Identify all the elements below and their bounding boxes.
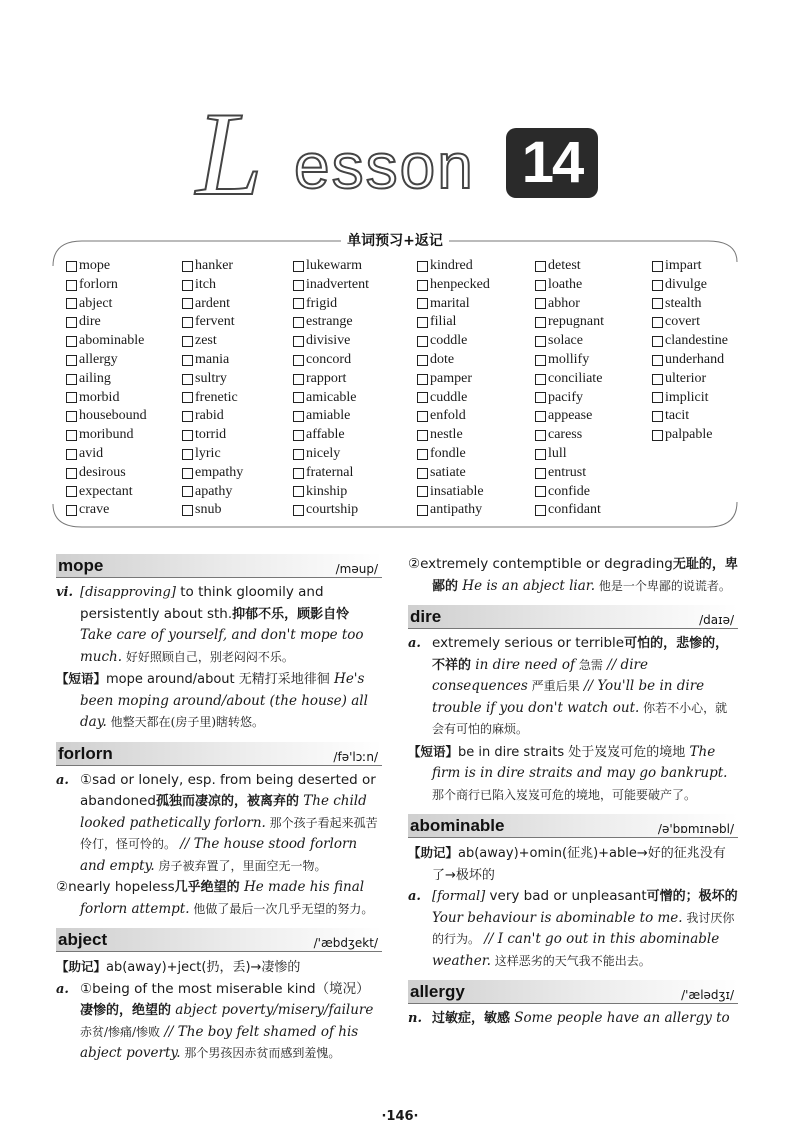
word-text: fervent <box>195 314 235 330</box>
entry-header <box>408 814 738 838</box>
word-text: lukewarm <box>306 258 362 273</box>
checkbox-icon <box>66 486 77 497</box>
word-item <box>293 464 417 483</box>
checkbox-icon <box>293 468 304 479</box>
word-item <box>417 295 535 314</box>
checkbox-icon <box>535 374 546 385</box>
word-text: mope <box>79 258 111 273</box>
word-item <box>535 332 652 351</box>
checkbox-icon <box>535 317 546 328</box>
checkbox-icon <box>293 505 304 516</box>
word-item <box>182 370 293 389</box>
word-text: kinship <box>306 483 348 499</box>
lesson-number-badge: 14 <box>506 128 598 198</box>
entry-mope <box>56 554 382 734</box>
word-column-6 <box>652 257 752 520</box>
checkbox-icon <box>417 298 428 309</box>
word-text: entrust <box>548 464 587 480</box>
headword: abominable <box>410 816 505 835</box>
box-caption: 单词预习+返记 <box>52 230 738 250</box>
checkbox-icon <box>66 261 77 272</box>
word-item <box>652 257 752 276</box>
word-text: covert <box>665 314 700 330</box>
checkbox-icon <box>417 468 428 479</box>
checkbox-icon <box>652 355 663 366</box>
word-text: kindred <box>430 258 473 273</box>
word-text: inadvertent <box>306 276 369 292</box>
entry-header <box>56 742 382 766</box>
checkbox-icon <box>182 355 193 366</box>
checkbox-icon <box>293 355 304 366</box>
word-item <box>293 445 417 464</box>
word-item <box>66 426 182 445</box>
word-text: coddle <box>430 333 468 349</box>
word-text: crave <box>79 502 110 518</box>
word-item <box>182 445 293 464</box>
word-item <box>293 313 417 332</box>
word-text: pamper <box>430 370 472 386</box>
word-item <box>182 332 293 351</box>
word-item <box>293 257 417 276</box>
checkbox-icon <box>66 392 77 403</box>
checkbox-icon <box>417 355 428 366</box>
checkbox-icon <box>293 486 304 497</box>
word-item <box>293 407 417 426</box>
word-text: torrid <box>195 427 227 443</box>
headword: dire <box>410 607 442 626</box>
headword: mope <box>58 556 104 575</box>
word-item <box>535 389 652 408</box>
definition: a. ①being of the most miserable kind（境况）凄惨的，绝望的 abject poverty/misery/failure 赤贫/惨痛/惨败 // The boy felt shamed of his abject poverty. 那个男孩因赤贫而感到羞愧。 <box>56 980 374 1061</box>
checkbox-icon <box>182 486 193 497</box>
word-text: dote <box>430 351 455 367</box>
checkbox-icon <box>417 374 428 385</box>
checkbox-icon <box>293 449 304 460</box>
word-item <box>417 351 535 370</box>
word-column-4 <box>417 257 535 520</box>
word-item <box>535 370 652 389</box>
checkbox-icon <box>535 280 546 291</box>
checkbox-icon <box>417 430 428 441</box>
word-item <box>652 332 752 351</box>
word-item <box>652 295 752 314</box>
checkbox-icon <box>535 411 546 422</box>
word-item <box>293 370 417 389</box>
checkbox-icon <box>66 430 77 441</box>
checkbox-icon <box>535 468 546 479</box>
checkbox-icon <box>293 374 304 385</box>
phonetic: /daɪə/ <box>699 613 734 627</box>
checkbox-icon <box>417 317 428 328</box>
checkbox-icon <box>182 505 193 516</box>
word-item <box>293 351 417 370</box>
word-text: lyric <box>195 445 221 461</box>
word-item <box>652 351 752 370</box>
word-item <box>182 276 293 295</box>
word-text: itch <box>195 276 216 292</box>
checkbox-icon <box>417 449 428 460</box>
checkbox-icon <box>652 298 663 309</box>
word-text: ulterior <box>665 370 707 386</box>
word-text: abhor <box>548 295 580 311</box>
word-text: confide <box>548 483 590 499</box>
word-item <box>417 370 535 389</box>
word-text: zest <box>195 333 217 349</box>
word-text: housebound <box>79 408 147 424</box>
checkbox-icon <box>417 411 428 422</box>
checkbox-icon <box>182 430 193 441</box>
word-text: filial <box>430 314 457 330</box>
checkbox-icon <box>182 298 193 309</box>
word-item <box>182 295 293 314</box>
word-text: snub <box>195 502 222 518</box>
word-text: pacify <box>548 389 583 405</box>
checkbox-icon <box>66 374 77 385</box>
checkbox-icon <box>293 430 304 441</box>
checkbox-icon <box>182 280 193 291</box>
word-item <box>535 351 652 370</box>
word-item <box>652 276 752 295</box>
word-item <box>182 464 293 483</box>
word-preview-box <box>52 233 738 528</box>
word-text: mollify <box>548 351 590 367</box>
checkbox-icon <box>66 317 77 328</box>
word-text: impart <box>665 258 702 273</box>
word-text: amiable <box>306 408 351 424</box>
word-item <box>66 332 182 351</box>
checkbox-icon <box>535 261 546 272</box>
word-item <box>182 426 293 445</box>
word-text: courtship <box>306 502 359 518</box>
definition-2: ②nearly hopeless几乎绝望的 He made his final forlorn attempt. 他做了最后一次几乎无望的努力。 <box>56 879 374 917</box>
word-text: fondle <box>430 445 466 461</box>
word-item <box>293 276 417 295</box>
checkbox-icon <box>535 505 546 516</box>
entry-header <box>56 554 382 578</box>
word-text: appease <box>548 408 593 424</box>
definition-2: ②extremely contemptible or degrading无耻的，卑鄙的 He is an abject liar. 他是一个卑鄙的说谎者。 <box>408 556 738 594</box>
word-item <box>417 407 535 426</box>
checkbox-icon <box>182 411 193 422</box>
checkbox-icon <box>66 336 77 347</box>
word-item <box>66 445 182 464</box>
word-item <box>66 313 182 332</box>
word-text: nestle <box>430 427 463 443</box>
word-text: mania <box>195 351 230 367</box>
word-item <box>293 295 417 314</box>
word-item <box>535 445 652 464</box>
word-item <box>417 332 535 351</box>
checkbox-icon <box>293 298 304 309</box>
word-text: dire <box>79 314 101 330</box>
word-text: moribund <box>79 427 134 443</box>
word-text: avid <box>79 445 104 461</box>
word-text: frenetic <box>195 389 238 405</box>
word-item <box>182 501 293 520</box>
checkbox-icon <box>652 392 663 403</box>
word-item <box>293 426 417 445</box>
word-item <box>535 464 652 483</box>
word-item <box>66 501 182 520</box>
definition: vi. [disapproving] to think gloomily and persistently about sth.抑郁不乐，顾影自怜 Take care of yourself, and don't mope too much. 好好照顾自己，别老闷闷不乐。 <box>56 584 364 665</box>
word-text: detest <box>548 258 581 273</box>
word-item <box>66 295 182 314</box>
word-text: divisive <box>306 333 351 349</box>
phrase-note: 【短语】mope around/about 无精打采地徘徊 He's been moping around/about (the house) all day. 他整天都在(房子里)瞎转悠。 <box>56 671 368 730</box>
checkbox-icon <box>182 449 193 460</box>
word-column-3 <box>293 257 417 520</box>
word-text: conciliate <box>548 370 603 386</box>
word-text: fraternal <box>306 464 354 480</box>
word-item <box>182 313 293 332</box>
word-text: satiate <box>430 464 466 480</box>
word-item <box>66 351 182 370</box>
word-item <box>417 445 535 464</box>
word-item <box>652 407 752 426</box>
word-text: confidant <box>548 502 601 518</box>
word-item <box>66 389 182 408</box>
word-item <box>652 389 752 408</box>
word-text: marital <box>430 295 470 311</box>
word-item <box>417 464 535 483</box>
word-text: estrange <box>306 314 353 330</box>
word-item <box>66 464 182 483</box>
entry-header <box>56 928 382 952</box>
definition: a. ①sad or lonely, esp. from being deserted or abandoned孤独而凄凉的，被离弃的 The child looked pathetically forlorn. 那个孩子看起来孤苦伶仃，怪可怜的。 // The house stood forlorn and empty. 房子被弃置了，里面空无一物。 <box>56 771 378 874</box>
word-item <box>182 351 293 370</box>
word-text: cuddle <box>430 389 468 405</box>
title-rest: esson <box>294 130 475 202</box>
checkbox-icon <box>66 449 77 460</box>
checkbox-icon <box>66 468 77 479</box>
checkbox-icon <box>652 317 663 328</box>
word-item <box>535 257 652 276</box>
word-text: stealth <box>665 295 702 311</box>
word-text: lull <box>548 445 567 461</box>
checkbox-icon <box>535 355 546 366</box>
word-text: frigid <box>306 295 338 311</box>
word-item <box>417 501 535 520</box>
checkbox-icon <box>652 336 663 347</box>
mnemonic-note: 【助记】ab(away)+ject(扔，丢)→凄惨的 <box>56 959 301 975</box>
definition: a. extremely serious or terrible可怕的，悲惨的，不祥的 in dire need of 急需 // dire consequences 严重后果 // You'll be in dire trouble if you don't watch out. 你若不小心，就会有可怕的麻烦。 <box>408 635 729 736</box>
word-column-1 <box>66 257 182 520</box>
checkbox-icon <box>535 449 546 460</box>
word-text: solace <box>548 333 583 349</box>
word-text: desirous <box>79 464 126 480</box>
checkbox-icon <box>66 355 77 366</box>
entry-abject <box>56 928 382 1065</box>
word-text: allergy <box>79 351 118 367</box>
word-item <box>417 389 535 408</box>
entry-header <box>408 605 738 629</box>
checkbox-icon <box>535 298 546 309</box>
word-columns <box>66 257 752 520</box>
checkbox-icon <box>293 392 304 403</box>
word-text: concord <box>306 351 352 367</box>
word-text: ardent <box>195 295 230 311</box>
checkbox-icon <box>293 317 304 328</box>
lesson-title <box>196 87 616 220</box>
checkbox-icon <box>652 280 663 291</box>
checkbox-icon <box>417 280 428 291</box>
word-column-2 <box>182 257 293 520</box>
checkbox-icon <box>293 336 304 347</box>
checkbox-icon <box>66 298 77 309</box>
word-item <box>66 483 182 502</box>
word-text: rabid <box>195 408 224 424</box>
word-text: nicely <box>306 445 341 461</box>
entry-dire <box>408 605 738 806</box>
word-text: amicable <box>306 389 357 405</box>
word-item <box>182 257 293 276</box>
mnemonic-note: 【助记】ab(away)+omin(征兆)+able→好的征兆没有了→极坏的 <box>408 845 726 883</box>
word-item <box>66 276 182 295</box>
word-item <box>535 407 652 426</box>
word-item <box>417 426 535 445</box>
checkbox-icon <box>535 336 546 347</box>
word-text: implicit <box>665 389 709 405</box>
word-item <box>535 426 652 445</box>
word-text: caress <box>548 427 583 443</box>
checkbox-icon <box>417 336 428 347</box>
word-item <box>293 332 417 351</box>
word-text: repugnant <box>548 314 604 330</box>
phonetic: /'æbdʒekt/ <box>313 936 378 950</box>
word-text: abominable <box>79 333 145 349</box>
word-item <box>66 407 182 426</box>
word-text: hanker <box>195 258 234 273</box>
checkbox-icon <box>182 468 193 479</box>
word-text: antipathy <box>430 502 483 518</box>
page-number: ·146· <box>381 1109 419 1124</box>
checkbox-icon <box>293 411 304 422</box>
word-text: enfold <box>430 408 466 424</box>
title-first-letter: L <box>196 87 261 220</box>
word-item <box>535 313 652 332</box>
entry-abominable <box>408 814 738 972</box>
checkbox-icon <box>182 392 193 403</box>
checkbox-icon <box>652 261 663 272</box>
entry-abject-continued <box>408 554 738 597</box>
word-item <box>182 389 293 408</box>
word-text: morbid <box>79 389 120 405</box>
word-item <box>535 501 652 520</box>
word-item <box>535 295 652 314</box>
definition: n. 过敏症，敏感 Some people have an allergy to <box>408 1010 730 1026</box>
word-item <box>417 483 535 502</box>
word-text: henpecked <box>430 276 490 292</box>
word-item <box>182 407 293 426</box>
headword: abject <box>58 930 108 949</box>
word-item <box>417 257 535 276</box>
checkbox-icon <box>66 411 77 422</box>
word-text: forlorn <box>79 276 118 292</box>
word-text: abject <box>79 295 113 311</box>
word-text: palpable <box>665 427 713 443</box>
checkbox-icon <box>66 505 77 516</box>
phonetic: /ə'bɒmɪnəbl/ <box>657 822 734 836</box>
word-text: divulge <box>665 276 707 292</box>
word-item <box>293 501 417 520</box>
word-text: ailing <box>79 370 111 386</box>
phrase-note: 【短语】be in dire straits 处于岌岌可危的境地 The firm is in dire straits and may go bankrupt. 那个商行已陷入岌岌可危的境地，可能要破产了。 <box>408 743 728 802</box>
phonetic: /məup/ <box>335 562 378 576</box>
word-item <box>417 313 535 332</box>
word-item <box>66 370 182 389</box>
word-item <box>293 483 417 502</box>
definition: a. [formal] very bad or unpleasant可憎的；极坏的 Your behaviour is abominable to me. 我讨厌你的行为。 // I can't go out in this abominable weather. 这样恶劣的天气我不能出去。 <box>408 888 738 969</box>
word-text: loathe <box>548 276 583 292</box>
headword: forlorn <box>58 743 113 763</box>
checkbox-icon <box>652 430 663 441</box>
phonetic: /fə'lɔːn/ <box>333 749 378 764</box>
word-text: sultry <box>195 370 227 386</box>
checkbox-icon <box>293 280 304 291</box>
checkbox-icon <box>417 505 428 516</box>
word-item <box>182 483 293 502</box>
word-item <box>293 389 417 408</box>
word-text: empathy <box>195 464 244 480</box>
word-text: apathy <box>195 483 233 499</box>
word-item <box>66 257 182 276</box>
word-item <box>417 276 535 295</box>
checkbox-icon <box>417 486 428 497</box>
word-text: insatiable <box>430 483 484 499</box>
checkbox-icon <box>182 261 193 272</box>
checkbox-icon <box>182 336 193 347</box>
checkbox-icon <box>182 317 193 328</box>
word-item <box>535 276 652 295</box>
checkbox-icon <box>417 261 428 272</box>
checkbox-icon <box>66 280 77 291</box>
word-item <box>535 483 652 502</box>
entry-forlorn <box>56 742 382 921</box>
checkbox-icon <box>535 486 546 497</box>
checkbox-icon <box>417 392 428 403</box>
entry-allergy <box>408 980 738 1030</box>
word-item <box>652 370 752 389</box>
word-item <box>652 426 752 445</box>
word-text: affable <box>306 427 345 443</box>
right-column <box>408 554 738 1038</box>
checkbox-icon <box>652 411 663 422</box>
headword: allergy <box>410 982 465 1001</box>
left-column <box>56 554 382 1073</box>
phonetic: /'ælədʒɪ/ <box>681 988 734 1002</box>
checkbox-icon <box>535 430 546 441</box>
checkbox-icon <box>535 392 546 403</box>
word-text: expectant <box>79 483 133 499</box>
word-column-5 <box>535 257 652 520</box>
entry-header <box>408 980 738 1004</box>
word-text: clandestine <box>665 333 728 349</box>
word-text: underhand <box>665 351 725 367</box>
word-text: rapport <box>306 370 347 386</box>
checkbox-icon <box>293 261 304 272</box>
checkbox-icon <box>652 374 663 385</box>
word-item <box>652 313 752 332</box>
word-text: tacit <box>665 408 690 424</box>
checkbox-icon <box>182 374 193 385</box>
